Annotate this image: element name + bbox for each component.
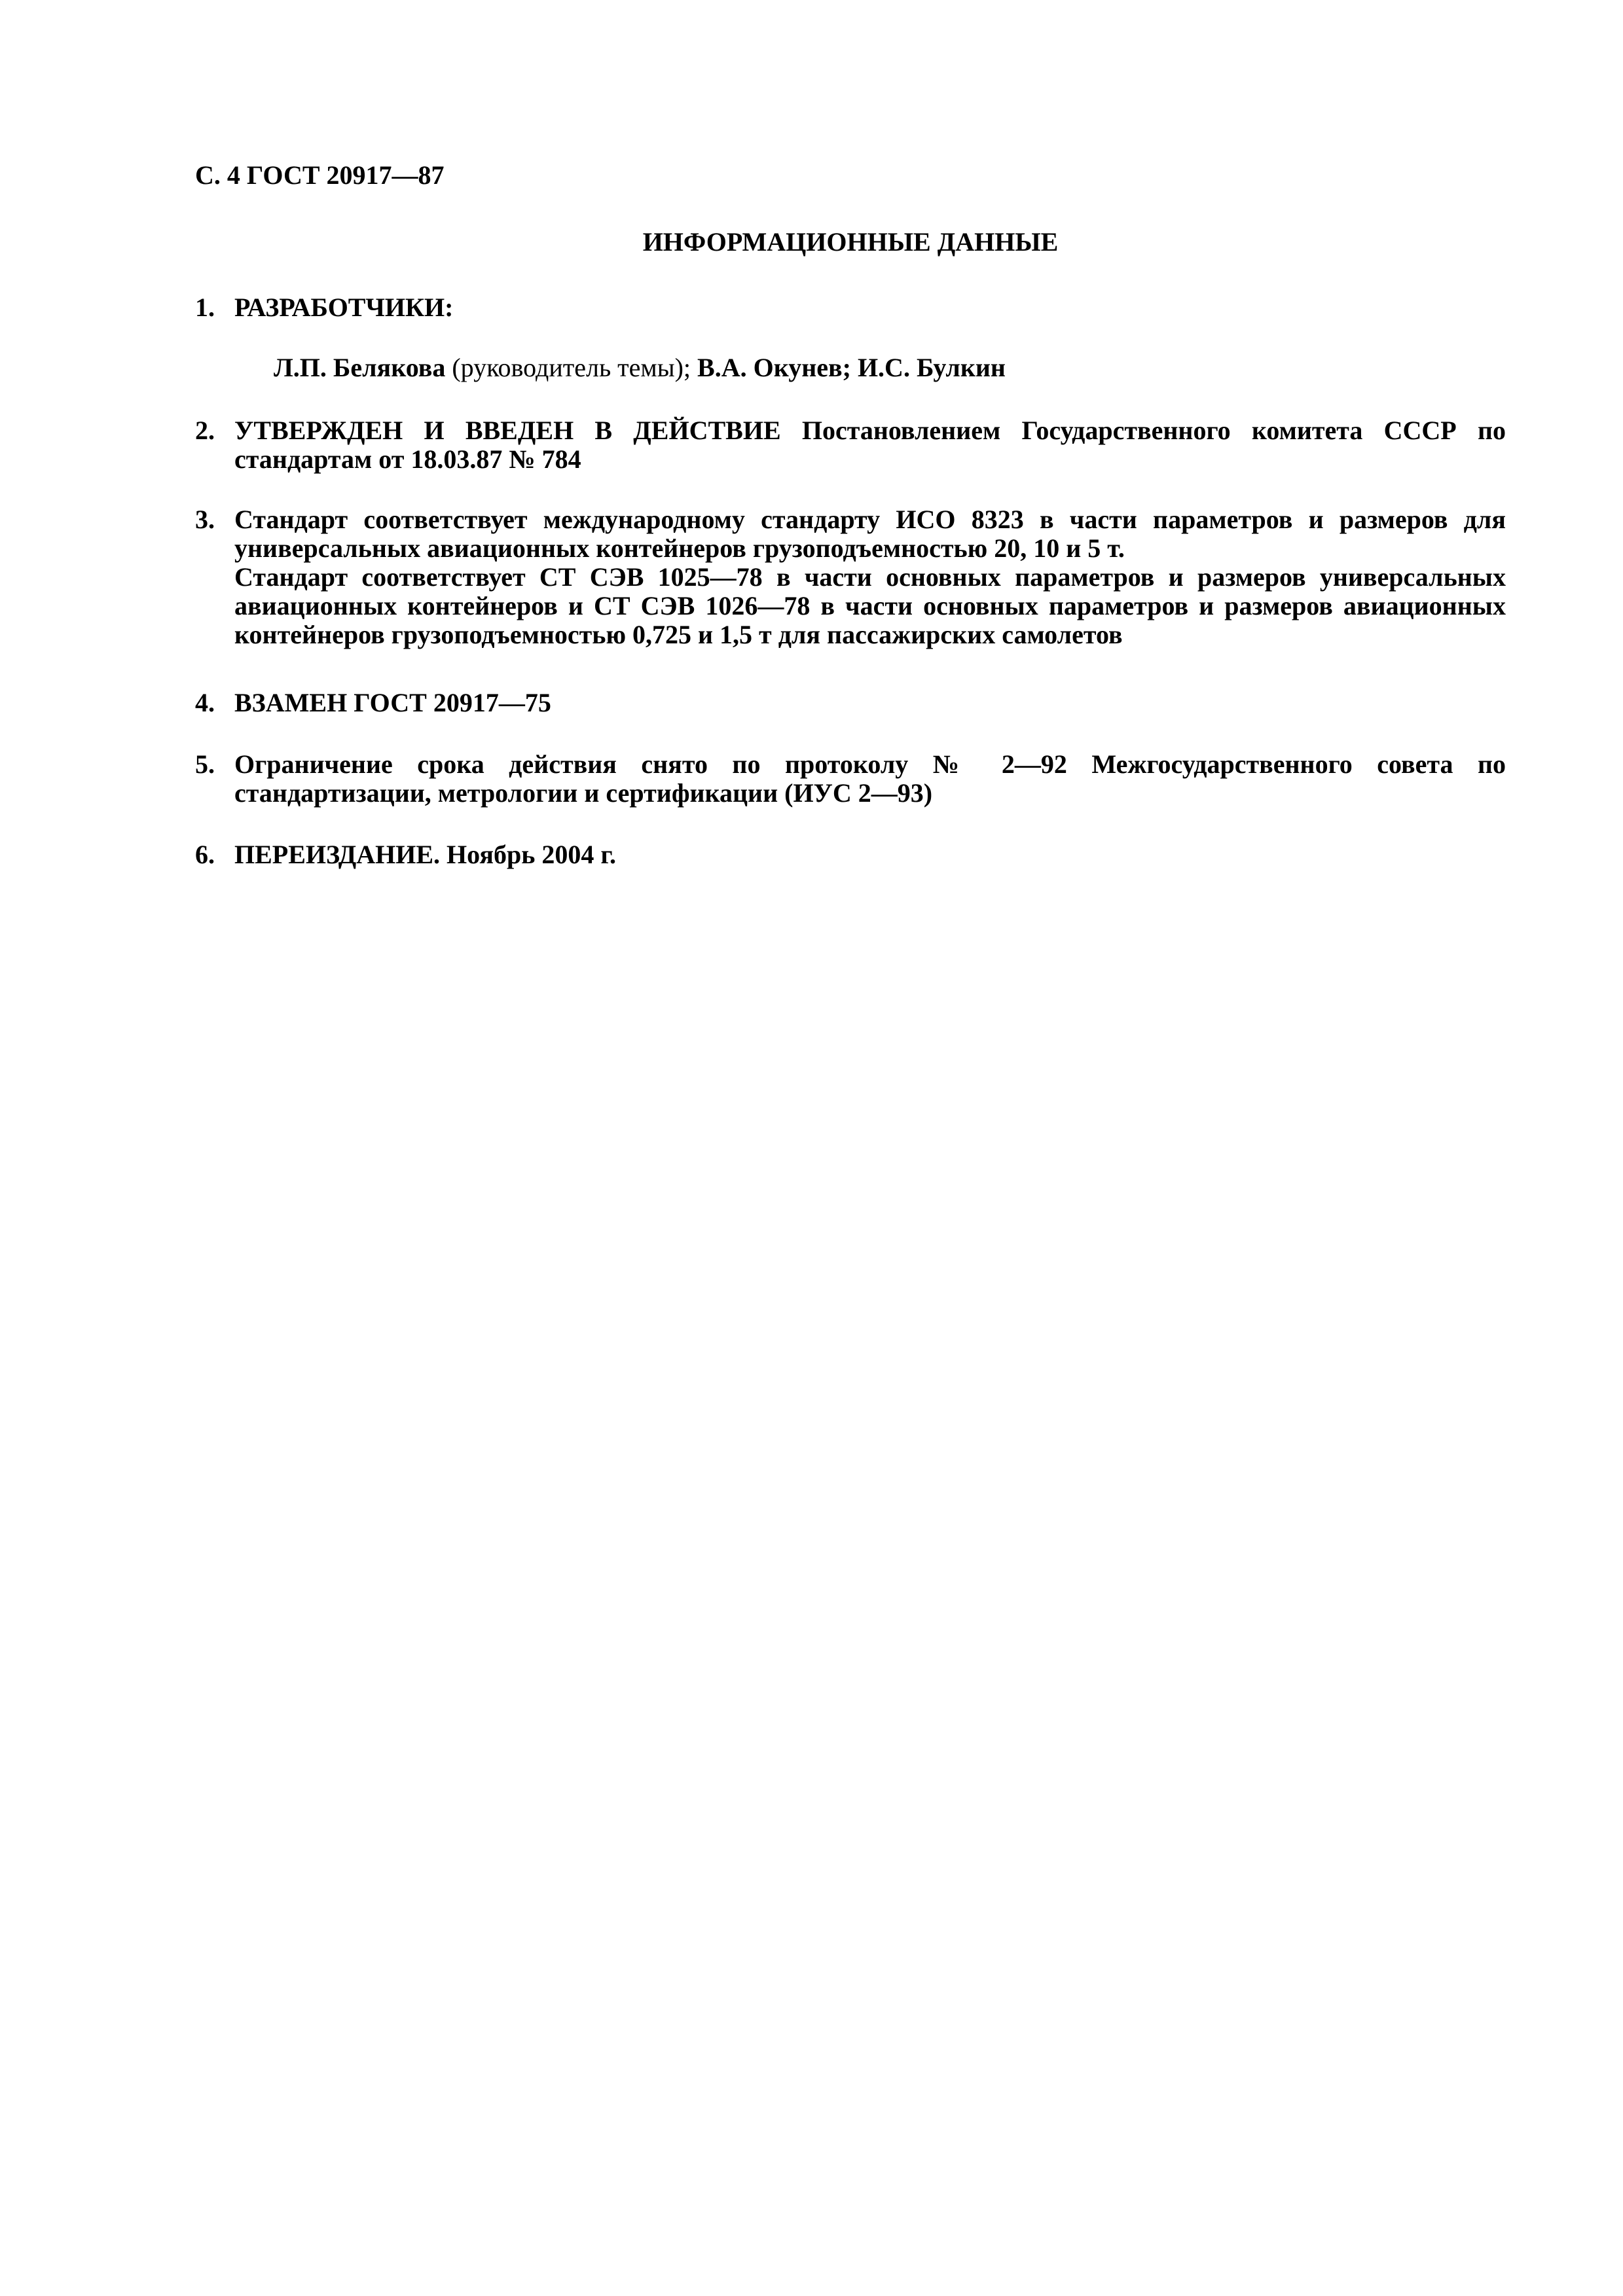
item-number: 5.	[195, 749, 215, 779]
item-number: 3.	[195, 505, 215, 534]
item-number: 1.	[195, 293, 215, 322]
item-text: ВЗАМЕН ГОСТ 20917—75	[234, 688, 551, 717]
document-title: ИНФОРМАЦИОННЫЕ ДАННЫЕ	[642, 227, 1059, 257]
item-text: УТВЕРЖДЕН И ВВЕДЕН В ДЕЙСТВИЕ Постановлением Государственного комитета СССР по стандартам от 18.03.87 № 784	[234, 416, 1506, 474]
info-item-3	[195, 505, 1506, 649]
developer-role-1: (руководитель темы);	[445, 353, 698, 382]
info-item-5	[195, 750, 1506, 808]
info-item-1	[195, 293, 1506, 322]
developers-list	[274, 352, 1006, 384]
item-number: 6.	[195, 840, 215, 869]
developer-name-3: И.С. Булкин	[857, 353, 1006, 382]
item-text: РАЗРАБОТЧИКИ:	[234, 293, 454, 322]
item-text: ПЕРЕИЗДАНИЕ. Ноябрь 2004 г.	[234, 840, 617, 869]
info-item-2	[195, 416, 1506, 474]
item-body	[234, 505, 1506, 649]
item-text: Ограничение срока действия снято по протоколу № 2—92 Межгосударственного совета по стандартизации, метрологии и сертификации (ИУС 2—93)	[234, 749, 1506, 808]
page-header: С. 4 ГОСТ 20917—87	[195, 160, 445, 190]
item-number: 2.	[195, 416, 215, 445]
developer-name-1: Л.П. Белякова	[274, 353, 446, 382]
info-item-6	[195, 840, 1506, 869]
item-paragraph: Стандарт соответствует международному стандарту ИСО 8323 в части параметров и размеров для универсальных авиационных контейнеров грузоподъемностью 20, 10 и 5 т.	[234, 505, 1506, 563]
item-number: 4.	[195, 688, 215, 717]
item-paragraph: Стандарт соответствует СТ СЭВ 1025—78 в части основных параметров и размеров универсальных авиационных контейнеров и СТ СЭВ 1026—78 в части основных параметров и размеров авиационных контейнеров грузоподъемностью 0,725 и 1,5 т для пассажирских самолетов	[234, 562, 1506, 649]
info-item-4	[195, 689, 1506, 717]
developer-name-2: В.А. Окунев;	[697, 353, 858, 382]
